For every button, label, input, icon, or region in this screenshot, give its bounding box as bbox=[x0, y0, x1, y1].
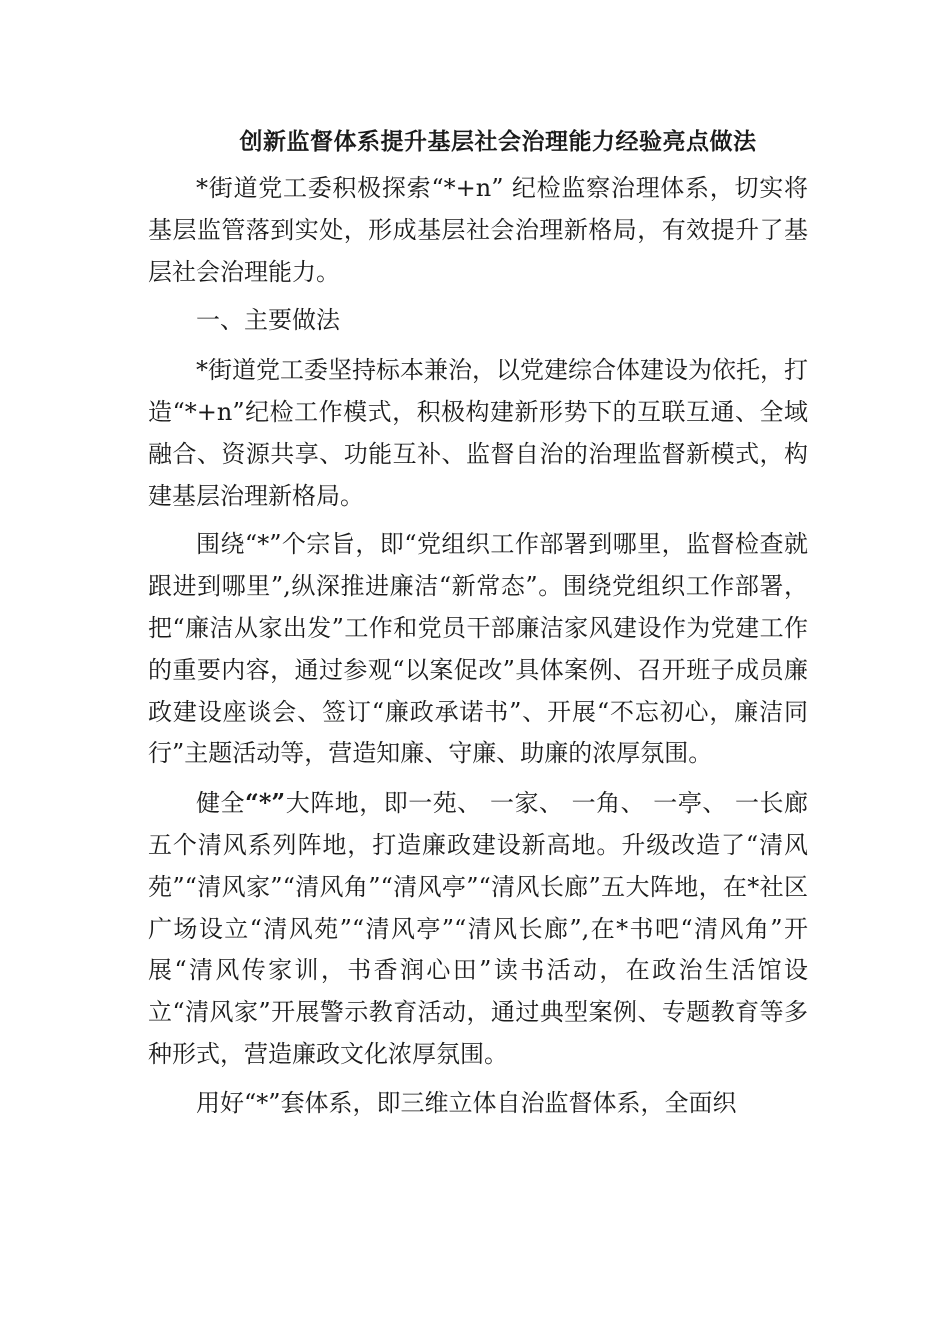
paragraph-positions-lead: 健全 bbox=[196, 789, 246, 818]
paragraph-positions-rest: 大阵地，即一苑、 一家、 一角、 一亭、 一长廊五个清风系列阵地，打造廉政建设新高地。升级改造了“清风苑”“清风家”“清风角”“清风亭”“清风长廊”五大阵地，在*社区广场设立“清风苑”“清风亭”“清风长廊”,在*书吧“清风角”开展“清风传家训，书香润心田”读书活动，在政治生活馆设立“清风家”开展警示教育活动，通过典型案例、专题教育等多种形式，营造廉政文化浓厚氛围。 bbox=[148, 789, 809, 1068]
intro-paragraph: *街道党工委积极探索“*+n” 纪检监察治理体系，切实将基层监管落到实处，形成基层社会治理新格局，有效提升了基层社会治理能力。 bbox=[148, 174, 808, 286]
paragraph-positions bbox=[148, 782, 808, 1076]
paragraph-positions-mark: “*” bbox=[245, 788, 286, 818]
document-body bbox=[148, 168, 808, 1125]
paragraph-purpose: 围绕“*”个宗旨，即“党组织工作部署到哪里，监督检查就跟进到哪里”,纵深推进廉洁“新常态”。围绕党组织工作部署，把“廉洁从家出发”工作和党员干部廉洁家风建设作为党建工作的重要内容，通过参观“以案促改”具体案例、召开班子成员廉政建设座谈会、签订“廉政承诺书”、开展“不忘初心，廉洁同行”主题活动等，营造知廉、守廉、助廉的浓厚氛围。 bbox=[148, 530, 808, 768]
document-title: 创新监督体系提升基层社会治理能力经验亮点做法 bbox=[239, 128, 757, 155]
paragraph-work-model: *街道党工委坚持标本兼治，以党建综合体建设为依托，打造“*+n”纪检工作模式，积极构建新形势下的互联互通、全域融合、资源共享、功能互补、监督自治的治理监督新模式，构建基层治理新格局。 bbox=[148, 356, 808, 510]
section-heading-main-practices: 一、主要做法 bbox=[196, 306, 340, 335]
paragraph-system: 用好“*”套体系，即三维立体自治监督体系，全面织 bbox=[196, 1088, 737, 1117]
